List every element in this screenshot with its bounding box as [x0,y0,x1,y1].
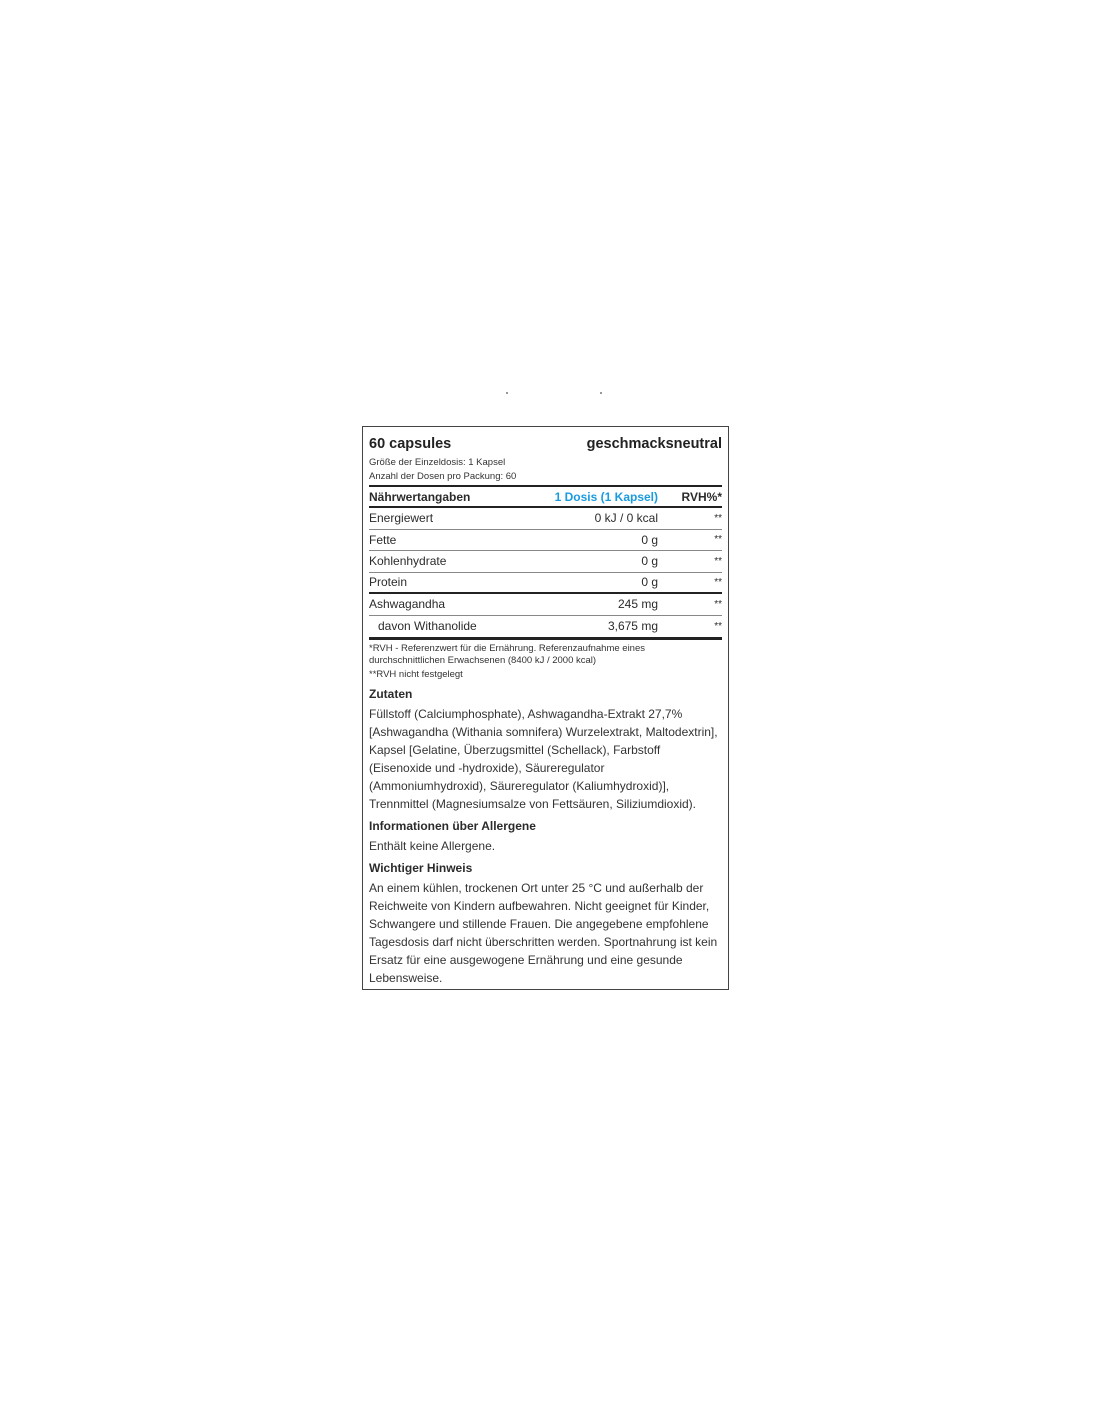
nutrient-amount: 3,675 mg [607,619,658,634]
flavor-label: geschmacksneutral [586,436,722,452]
servings-per-package: Anzahl der Dosen pro Packung: 60 [369,471,517,482]
allergens-title: Informationen über Allergene [369,819,536,833]
footnotes [369,643,722,681]
notice-text: An einem kühlen, trockenen Ort unter 25 °C und außerhalb der Reichweite von Kindern aufbewahren. Nicht geeignet für Kinder, Schwangere und stillende Frauen. Die angegebene empfohlene Tagesdosis darf nicht überschritten werden. Sportnahrung ist kein Ersatz für eine ausgewogene Ernährung und eine gesunde Lebensweise. [369,881,718,985]
label-header [369,436,722,456]
serving-size: Größe der Einzeldosis: 1 Kapsel [369,457,506,468]
nutrition-label [362,426,729,990]
column-header-amount: 1 Dosis (1 Kapsel) [554,489,658,504]
decorative-dot [600,392,602,394]
nutrient-name: Protein [369,575,408,590]
nutrient-amount: 245 mg [617,597,658,612]
nutrient-amount: 0 kJ / 0 kcal [594,511,658,526]
nutrient-name: davon Withanolide [378,619,477,634]
table-row [369,594,722,616]
footnote-rvh-not-set: **RVH nicht festgelegt [369,669,463,680]
nutrient-amount: 0 g [641,532,658,547]
divider-thick [369,637,722,640]
nutrient-amount: 0 g [641,554,658,569]
table-header-row [369,487,722,508]
nutrition-table [369,487,722,640]
nutrient-rvh: ** [714,534,722,546]
ingredients-title: Zutaten [369,687,413,701]
nutrient-name: Kohlenhydrate [369,554,447,569]
nutrient-rvh: ** [714,598,722,610]
table-row [369,616,722,638]
nutrient-rvh: ** [714,576,722,588]
nutrient-name: Ashwagandha [369,597,446,612]
nutrient-amount: 0 g [641,575,658,590]
column-header-rvh: RVH%* [681,489,722,504]
table-row [369,508,722,530]
product-size-title: 60 capsules [369,436,452,452]
nutrient-rvh: ** [714,620,722,632]
nutrient-name: Energiewert [369,511,434,526]
nutrient-rvh: ** [714,555,722,567]
footnote-rvh: *RVH - Referenzwert für die Ernährung. Referenzaufnahme eines durchschnittlichen Erwachsenen (8400 kJ / 2000 kcal) [369,643,645,666]
notice-title: Wichtiger Hinweis [369,861,473,875]
nutrient-name: Fette [369,532,397,547]
table-row [369,551,722,573]
decorative-dot [506,392,508,394]
allergens-text: Enthält keine Allergene. [369,839,496,853]
column-header-name: Nährwertangaben [369,489,471,504]
nutrient-rvh: ** [714,512,722,524]
table-row [369,530,722,552]
table-row [369,573,722,595]
ingredients-text: Füllstoff (Calciumphosphate), Ashwagandha-Extrakt 27,7% [Ashwagandha (Withania somnifera) Wurzelextrakt, Maltodextrin], Kapsel [Gelatine, Überzugsmittel (Schellack), Farbstoff (Eisenoxide und -hydroxide), Säureregulator (Ammoniumhydroxid), Säureregulator (Kaliumhydroxid)], Trennmittel (Magnesiumsalze von Fettsäuren, Siliziumdioxid). [369,707,718,811]
